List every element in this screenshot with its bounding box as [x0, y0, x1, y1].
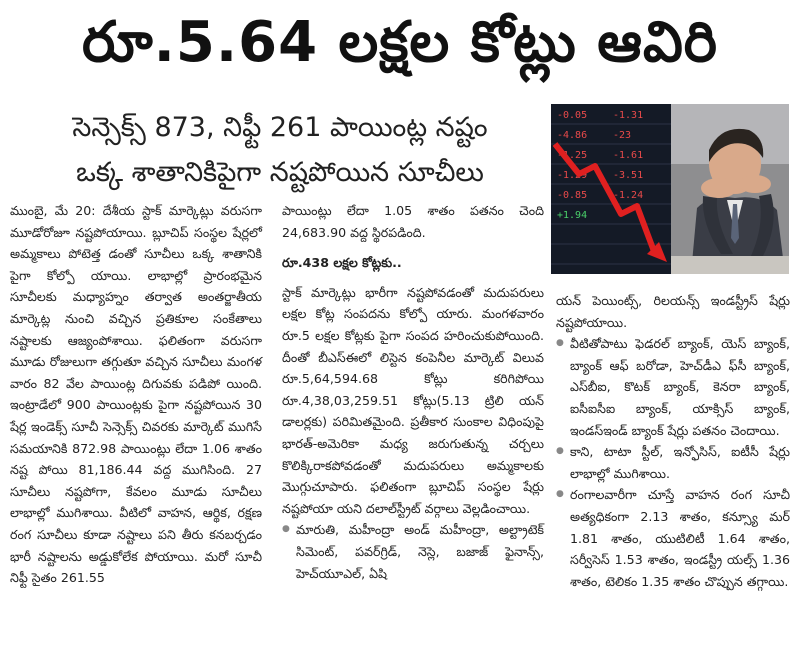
screen-value: -1.24 [613, 190, 644, 201]
screen-value: -1.31 [613, 110, 644, 121]
bullet-item: ● మారుతి, మహీంద్రా అండ్‌ మహీంద్రా, అల్ట్రాటెక్‌ సిమెంట్‌, పవర్‌గ్రిడ్‌, నెస్లె, బజాజ్‌ ఫైనాన్స్‌, హెచ్‌యూఎల్‌, ఏషి [282, 519, 544, 584]
bullet-item: ● వీటితోపాటు ఫెడరల్‌ బ్యాంక్‌, యెస్‌ బ్యాంక్‌, బ్యాంక్‌ ఆఫ్‌ బరోడా, హెచ్‌డీఎ ఫ్‌సీ బ్యాంక్‌, ఎస్‌బీఐ, కొటక్‌ బ్యాంక్‌, కెనరా బ్యాంక్‌, ఐసీఐసీఐ బ్యాంక్‌, యాక్సిస్‌ బ్యాంక్‌, ఇండస్‌ఇండ్‌ బ్యాంక్‌ షేర్లు పతనం చెందాయి. [556, 333, 790, 441]
screen-value: -23 [613, 130, 632, 141]
article-paragraph: ముంబై, మే 20: దేశీయ స్టాక్‌ మార్కెట్లు వరుసగా మూడోరోజూ నష్టపోయాయి. బ్లూచిప్‌ సంస్థల షేర్లలో అమ్మకాలు పోటెత్త డంతో సూచీలు ఒక్క శాతానికి పైగా కోల్పో యాయి. లాభాల్లో ప్రారంభమైన సూచీలకు మధ్యాహ్నం తర్వాత అంతర్జాతీయ మార్కెట్ల నుంచి వచ్చిన ప్రతికూల సంకేతాలు నష్టాలకు ఆజ్యంపోశాయి. ఫలితంగా వరుసగా మూడు రోజులుగా తగ్గుతూ వచ్చిన సూచీలు మంగళ వారం 82 వేల పాయింట్ల దిగువకు పడిపో యింది. ఇంట్రాడేలో 900 పాయింట్లకు పైగా నష్టపోయిన 30 షేర్ల ఇండెక్స్‌ సూచీ సెన్సెక్స్‌ చివరకు మార్కెట్‌ ముగిసే సమయానికి 872.98 పాయింట్లు లేదా 1.06 శాతం నష్ట పోయి 81,186.44 వద్ద ముగిసింది. 27 సూచీలు నష్టపోగా, కేవలం మూడు సూచీలు లాభాల్లో ముగిశాయి. వీటిలో వాహన, ఆర్థిక, రక్షణ రంగ సూచీలు కూడా నష్టాలు పని తీరు కనబర్చడం భారీ నష్టాలను అడ్డుకోలేక పోయాయి. మరో సూచీ నిఫ్టీ సైతం 261.55 [10, 203, 262, 586]
headline: రూ.5.64 లక్షల కోట్లు ఆవిరి [81, 10, 718, 75]
screen-value: +1.94 [557, 210, 588, 221]
screen-value: -3.51 [613, 170, 644, 181]
article-paragraph: స్టాక్‌ మార్కెట్లు భారీగా నష్టపోవడంతో మదుపరులు లక్షల కోట్ల సంపదను కోల్పో యారు. మంగళవారం రూ.5 లక్షల కోట్లకు పైగా సంపద హరించుకుపోయింది. దీంతో బీఎస్‌ఈలో లిస్టెన కంపెనీల మార్కెట్‌ విలువ రూ.5,64,594.68 కోట్లు కరిగిపోయి రూ.4,38,03,259.51 కోట్లు(5.13 ట్రిలి యన్‌ డాలర్లకు) పరిమితమైంది. ప్రతీకార సుంకాల విధింపుపై భారత్‌-అమెరికా మధ్య జరుగుతున్న చర్చలు కొలిక్కిరాకపోవడంతో మదుపరులు అమ్మకాలకు మొగ్గుచూపారు. ఫలితంగా బ్లూచిప్‌ సంస్థల షేర్లు నష్టపోయా యని దలాల్‌స్ట్రీట్‌ వర్గాలు వెల్లడించాయి. [282, 284, 544, 516]
screen-value: -0.85 [557, 190, 588, 201]
article-column-3 [556, 290, 790, 592]
article-column-2 [282, 200, 544, 584]
crosshead: రూ.438 లక్షల కోట్లకు.. [282, 255, 402, 271]
screen-value: -1.29 [557, 170, 588, 181]
bullet-item: ● రంగాలవారీగా చూస్తే వాహన రంగ సూచీ అత్యధికంగా 2.13 శాతం, కన్స్యూ మర్‌ 1.81 శాతం, యుటిలిటీ 1.64 శాతం, సర్వీసెస్‌ 1.53 శాతం, ఇండస్ట్రీ యల్స్‌ 1.36 శాతం, టెలికం 1.35 శాతం చొప్పున తగ్గాయి. [556, 484, 790, 592]
article-paragraph: యన్‌ పెయింట్స్‌, రిలయన్స్‌ ఇండస్ట్రీస్‌ షేర్లు నష్టపోయాయి. [556, 293, 790, 330]
article-column-1 [10, 200, 262, 589]
stock-screen-illustration [551, 104, 789, 274]
screen-value: -1.25 [557, 150, 588, 161]
screen-value: -0.05 [557, 110, 588, 121]
article-paragraph: పాయింట్లు లేదా 1.05 శాతం పతనం చెంది 24,683.90 వద్ద స్థిరపడింది. [282, 203, 544, 240]
news-photo-stock-market-loss [551, 104, 789, 274]
subheading-sensex-nifty: సెన్సెక్స్‌ 873, నిఫ్టీ 261 పాయింట్ల నష్టం [72, 112, 488, 143]
screen-value: -1.61 [613, 150, 644, 161]
subheading-indices-fall: ఒక్క శాతానికిపైగా నష్టపోయిన సూచీలు [76, 157, 484, 188]
screen-value: -4.86 [557, 130, 588, 141]
bullet-item: ● కాని, టాటా స్టీల్‌, ఇన్ఫోసిస్‌, ఐటీసీ షేర్లు లాభాల్లో ముగిశాయి. [556, 441, 790, 484]
